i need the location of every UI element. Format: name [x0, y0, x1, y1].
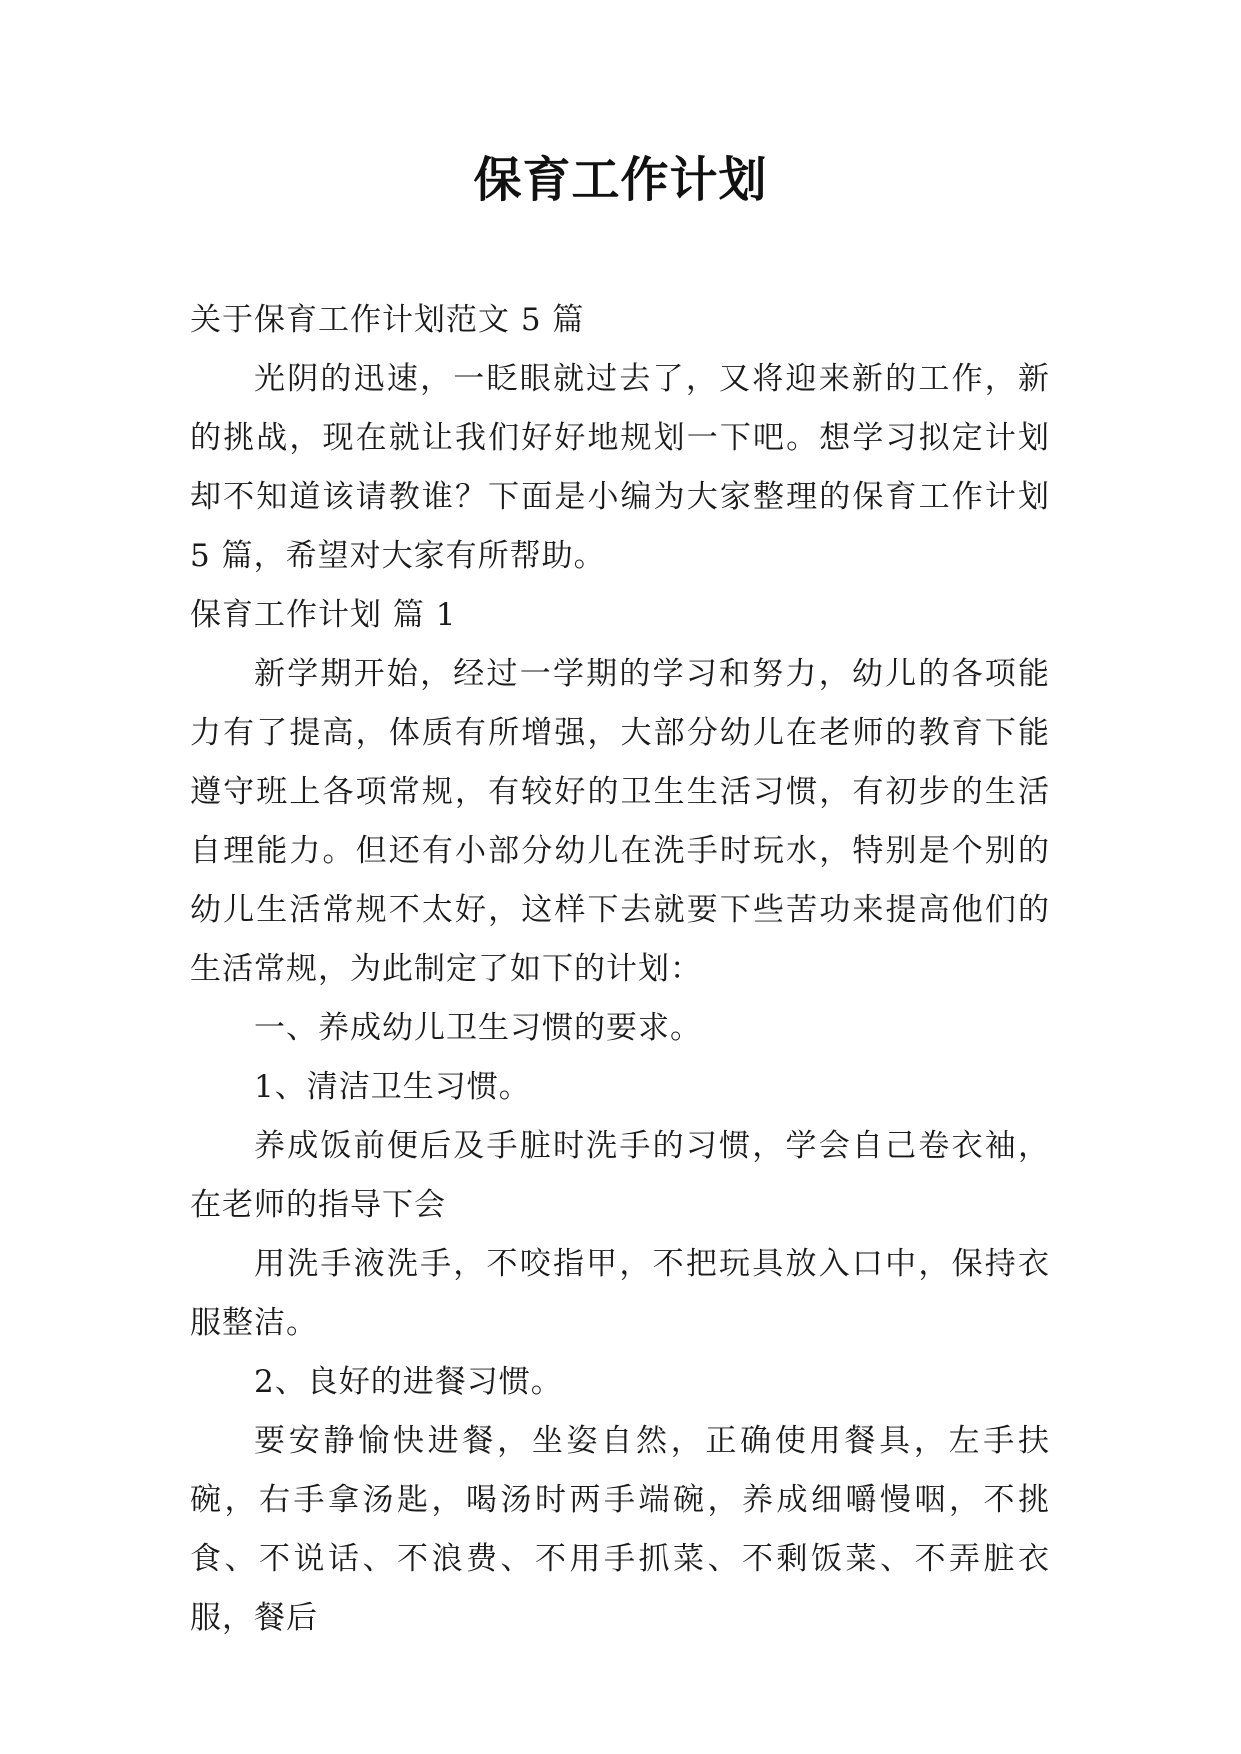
section-paragraph: 新学期开始，经过一学期的学习和努力，幼儿的各项能力有了提高，体质有所增强，大部分幼儿在老师的教育下能遵守班上各项常规，有较好的卫生生活习惯，有初步的生活自理能力。但还有小部分幼儿在洗手时玩水，特别是个别的幼儿生活常规不太好，这样下去就要下些苦功来提高他们的生活常规，为此制定了如下的计划：	[190, 656, 1050, 987]
item-one-heading: 1、清洁卫生习惯。	[254, 1069, 531, 1105]
item-one-paragraph-b: 用洗手液洗手，不咬指甲，不把玩具放入口中，保持衣服整洁。	[190, 1246, 1050, 1341]
item-one-paragraph-a: 养成饭前便后及手脏时洗手的习惯，学会自己卷衣袖，在老师的指导下会	[190, 1128, 1050, 1223]
document-title: 保育工作计划	[473, 152, 768, 208]
intro-paragraph: 光阴的迅速，一眨眼就过去了，又将迎来新的工作，新的挑战，现在就让我们好好地规划一下吧。想学习拟定计划却不知道该请教谁？下面是小编为大家整理的保育工作计划 5 篇，希望对大家有所帮助。	[190, 361, 1050, 574]
item-two-heading: 2、良好的进餐习惯。	[254, 1364, 563, 1400]
item-two-paragraph: 要安静愉快进餐，坐姿自然，正确使用餐具，左手扶碗，右手拿汤匙，喝汤时两手端碗，养成细嚼慢咽，不挑食、不说话、不浪费、不用手抓菜、不剩饭菜、不弄脏衣服，餐后	[190, 1423, 1050, 1636]
section-heading: 保育工作计划 篇 1	[190, 597, 457, 633]
document-body	[190, 291, 1050, 1648]
document-subtitle: 关于保育工作计划范文 5 篇	[190, 302, 585, 338]
heading-one: 一、养成幼儿卫生习惯的要求。	[254, 1010, 702, 1046]
